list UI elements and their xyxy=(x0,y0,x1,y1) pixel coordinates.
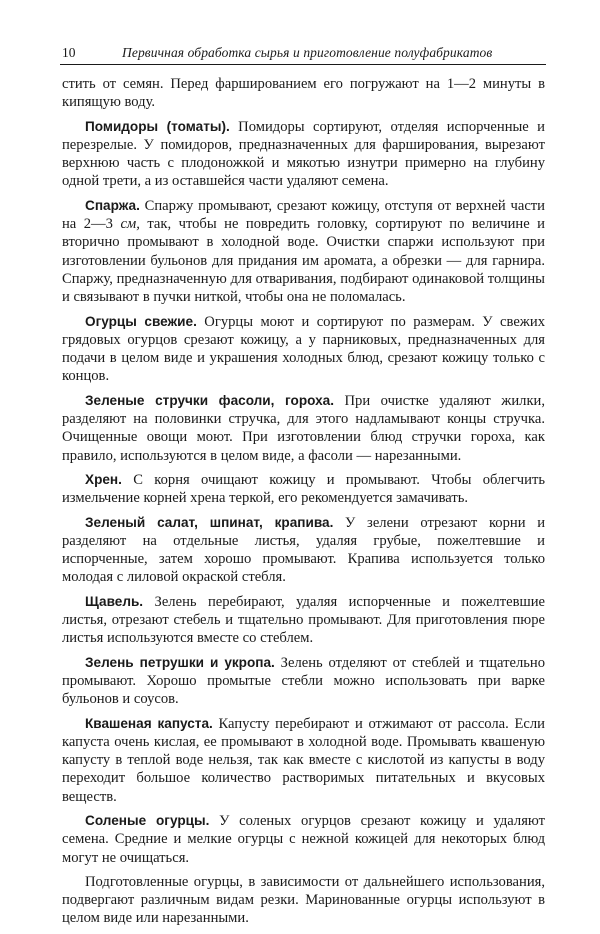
term-heading: Зелень петрушки и укропа. xyxy=(85,654,275,670)
paragraph-text: стить от семян. Перед фаршированием его погружают на 1—2 минуты в кипящую воду. xyxy=(62,76,545,111)
paragraph-text: С корня очищают кожицу и промывают. Чтобы облегчить измельчение корней хрена теркой, его рекомендуется замачивать. xyxy=(62,471,545,507)
paragraph-pickles xyxy=(62,812,545,867)
paragraph-text: так, чтобы не повредить головку, сортируют по величине и вторично промывают в холодной воде. Очистки спаржи используют при изготовлении бульонов для придания им аромата, а обрезки — для гарнира. Спаржу, предназначенную для отваривания, подбирают одинаковой толщины и связывают в пучки ниткой, чтобы она не поломалась. xyxy=(62,216,545,306)
paragraph-text: Спаржу промывают, срезают кожицу, отступя от верхней части на 2—3 xyxy=(62,197,545,233)
page-header xyxy=(60,42,546,65)
paragraph-text: При очистке удаляют жилки, разделяют на половинки стручка, для этого надламывают концы стручка. Очищенные овощи моют. При изготовлении блюд стручки гороха, как правило, используются в целом виде, а фасоли — нарезанными. xyxy=(62,392,545,464)
term-heading: Щавель. xyxy=(85,593,144,609)
paragraph-salad-greens xyxy=(62,514,545,587)
paragraph-asparagus xyxy=(62,197,545,307)
term-heading: Хрен. xyxy=(85,471,122,487)
paragraph-green-pods xyxy=(62,392,545,465)
running-title: Первичная обработка сырья и приготовление полуфабрикатов xyxy=(122,45,493,60)
paragraph-horseradish xyxy=(62,471,545,508)
paragraph-text: У зелени отрезают корни и разделяют на отдельные листья, удаляя грубые, пожелтевшие и испорченные, затем хорошо промывают. Крапива используется только молодая с лиловой окраской стебля. xyxy=(62,514,546,586)
page-number: 10 xyxy=(62,45,76,60)
paragraph-text: Помидоры сортируют, отделяя испорченные и перезрелые. У помидоров, предназначенных для фарширования, вырезают верхнюю часть с плодоножкой и мякотью изнутри примерно на глубину одной трети, а из оставшейся части удаляют семена. xyxy=(62,118,545,190)
paragraph-prepared-cucumbers xyxy=(62,873,545,928)
term-heading: Соленые огурцы. xyxy=(85,812,210,828)
paragraph-fresh-cucumbers xyxy=(62,313,545,386)
body-text xyxy=(62,75,545,934)
term-heading: Зеленый салат, шпинат, крапива. xyxy=(85,514,334,530)
paragraph-tomatoes xyxy=(62,118,545,191)
paragraph-text: Капусту перебирают и отжимают от рассола. Если капуста очень кислая, ее промывают в холодной воде. Промывать квашеную капусту в теплой воде нельзя, так как вместе с кислотой из капусты в воду переходит большое количество растворимых питательных и вкусовых веществ. xyxy=(62,715,545,805)
term-heading: Спаржа. xyxy=(85,197,140,213)
paragraph-seeds-continuation xyxy=(62,75,545,112)
term-heading: Помидоры (томаты). xyxy=(85,118,230,134)
term-heading: Зеленые стручки фасоли, гороха. xyxy=(85,392,335,408)
term-heading: Квашеная капуста. xyxy=(85,715,213,731)
paragraph-sorrel xyxy=(62,593,545,648)
paragraph-text: Зелень отделяют от стеблей и тщательно промывают. Хорошо промытые стебли можно использовать при варке бульонов и соусов. xyxy=(62,654,545,708)
paragraph-text: Зелень перебирают, удаляя испорченные и пожелтевшие листья, отрезают стебель и тщательно промывают. Для приготовления пюре листья используются вместе со стеблем. xyxy=(62,593,545,647)
paragraph-text: Огурцы моют и сортируют по размерам. У свежих грядовых огурцов срезают кожицу, а у парниковых, предназначенных для подачи в целом виде и украшения холодных блюд, срезают кожицу только с концов. xyxy=(62,313,545,385)
paragraph-sauerkraut xyxy=(62,715,545,806)
paragraph-parsley-dill xyxy=(62,654,545,709)
paragraph-text: У соленых огурцов срезают кожицу и удаляют семена. Средние и мелкие огурцы с нежной кожицей для некоторых блюд могут не очищаться. xyxy=(62,812,545,866)
term-heading: Огурцы свежие. xyxy=(85,313,197,329)
unit-cm: см, xyxy=(120,216,140,233)
paragraph-text: Подготовленные огурцы, в зависимости от дальнейшего использования, подвергают различным видам резки. Маринованные огурцы используют в целом виде или нарезанными. xyxy=(62,873,545,927)
